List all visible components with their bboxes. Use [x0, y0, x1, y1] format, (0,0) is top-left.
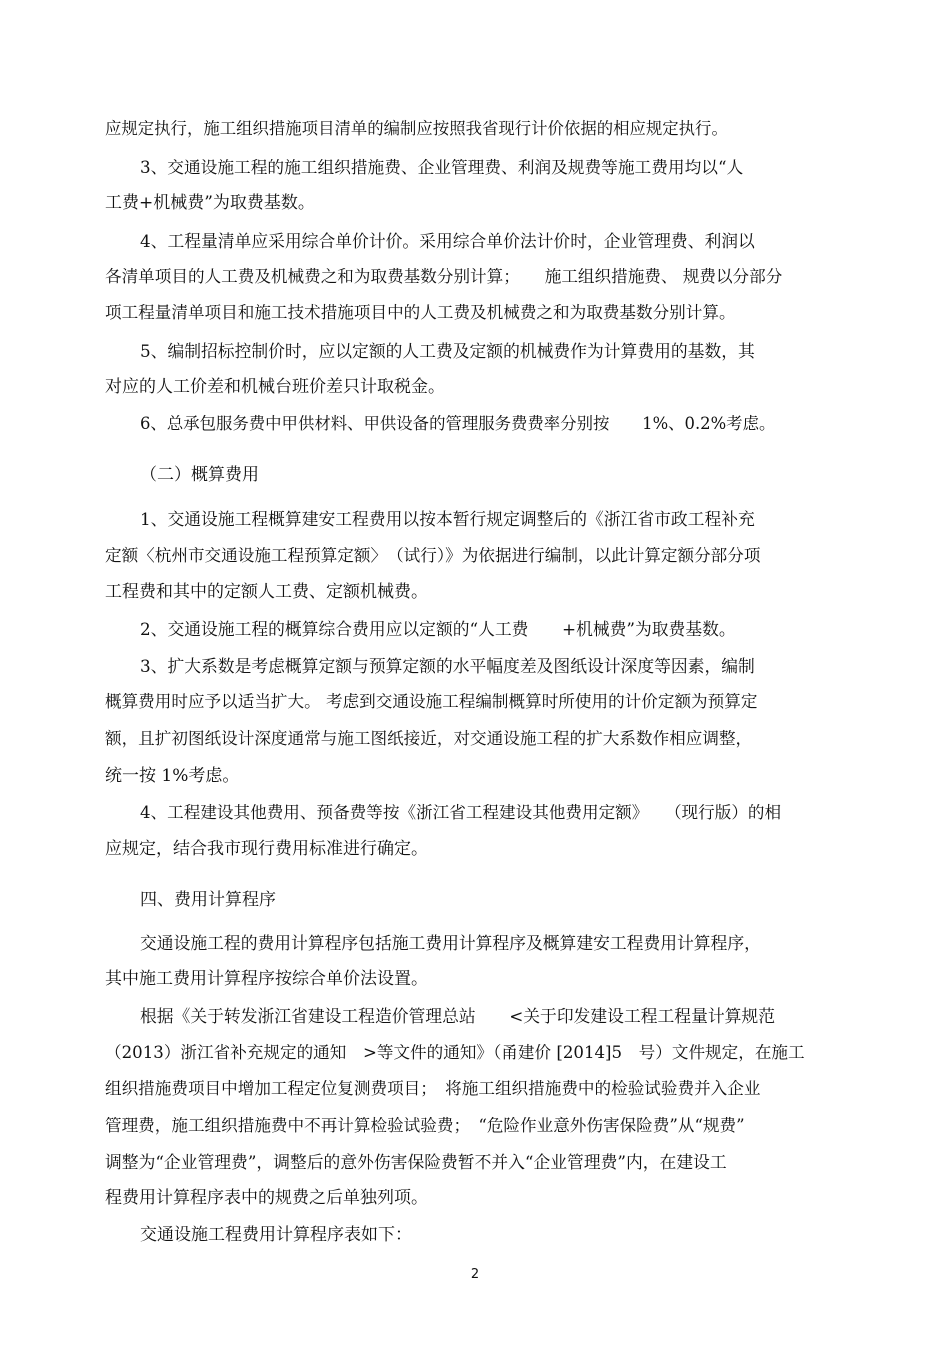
text-line: 概算费用时应予以适当扩大。 考虑到交通设施工程编制概算时所使用的计价定额为预算定	[105, 692, 758, 711]
text-line: 4、工程量清单应采用综合单价计价。采用综合单价法计价时，企业管理费、利润以	[140, 231, 755, 251]
text-line: 3、交通设施工程的施工组织措施费、企业管理费、利润及规费等施工费用均以“人	[140, 157, 744, 177]
text-line: 6、总承包服务费中甲供材料、甲供设备的管理服务费费率分别按 1%、0.2%考虑。	[140, 414, 776, 433]
text-line: 根据《关于转发浙江省建设工程造价管理总站 <关于印发建设工程工程量计算规范	[140, 1006, 775, 1026]
text-line: 项工程量清单项目和施工技术措施项目中的人工费及机械费之和为取费基数分别计算。	[105, 303, 736, 322]
text-line: 4、工程建设其他费用、预备费等按《浙江省工程建设其他费用定额》 （现行版）的相	[140, 803, 782, 822]
text-line: 交通设施工程费用计算程序表如下：	[140, 1225, 412, 1245]
text-line: 统一按 1%考虑。	[105, 766, 240, 786]
text-line: 应规定，结合我市现行费用标准进行确定。	[105, 839, 428, 859]
text-line: 各清单项目的人工费及机械费之和为取费基数分别计算； 施工组织措施费、 规费以分部分	[105, 267, 783, 286]
text-line: 2、交通设施工程的概算综合费用应以定额的“人工费 +机械费”为取费基数。	[140, 619, 736, 639]
text-line: 工程费和其中的定额人工费、定额机械费。	[105, 582, 428, 602]
text-line: 工费+机械费”为取费基数。	[105, 193, 315, 213]
text-line: 3、扩大系数是考虑概算定额与预算定额的水平幅度差及图纸设计深度等因素，编制	[140, 656, 755, 676]
text-line: 5、编制招标控制价时，应以定额的人工费及定额的机械费作为计算费用的基数，其	[140, 341, 755, 361]
text-line: 额，且扩初图纸设计深度通常与施工图纸接近，对交通设施工程的扩大系数作相应调整，	[105, 729, 753, 748]
text-line: 管理费，施工组织措施费中不再计算检验试验费； “危险作业意外伤害保险费”从“规费”	[105, 1116, 745, 1135]
page-number: 2	[470, 1267, 480, 1282]
text-line: （2013）浙江省补充规定的通知 >等文件的通知》（甬建价 [2014]5 号）文件规定，在施工	[105, 1043, 805, 1062]
text-line: 交通设施工程的费用计算程序包括施工费用计算程序及概算建安工程费用计算程序，	[140, 933, 761, 953]
text-line: 对应的人工价差和机械台班价差只计取税金。	[105, 377, 445, 397]
text-line: 组织措施费项目中增加工程定位复测费项目； 将施工组织措施费中的检验试验费并入企业	[105, 1079, 761, 1098]
section-heading: 四、费用计算程序	[140, 890, 276, 910]
text-line: 定额〈杭州市交通设施工程预算定额〉 （试行）》为依据进行编制，以此计算定额分部分项	[105, 546, 761, 565]
text-line: 1、交通设施工程概算建安工程费用以按本暂行规定调整后的《浙江省市政工程补充	[140, 509, 755, 529]
text-line: 调整为“企业管理费”，调整后的意外伤害保险费暂不并入“企业管理费”内，在建设工	[105, 1152, 727, 1172]
text-line: 其中施工费用计算程序按综合单价法设置。	[105, 969, 428, 989]
text-line: 程费用计算程序表中的规费之后单独列项。	[105, 1188, 428, 1208]
text-line: 应规定执行，施工组织措施项目清单的编制应按照我省现行计价依据的相应规定执行。	[105, 119, 728, 138]
section-heading: （二）概算费用	[140, 465, 259, 485]
